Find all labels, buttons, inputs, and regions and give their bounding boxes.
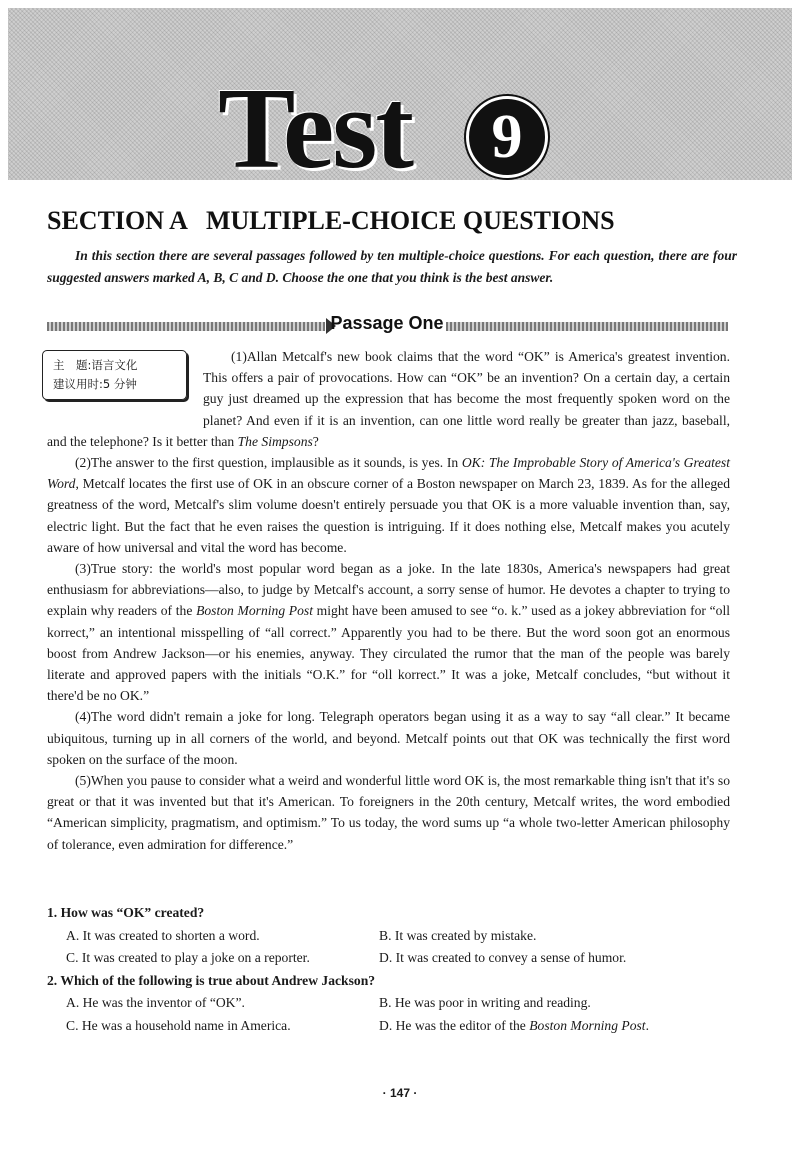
option-a: A. It was created to shorten a word. [66,927,260,943]
time-label: 建议用时: [53,377,103,391]
test-number-badge: 9 [466,96,548,178]
test-title: Test [218,65,412,193]
page-number: · 147 · [382,1086,418,1100]
question-list [47,902,737,1037]
time-value: 5 分钟 [102,377,137,391]
question-2 [47,970,737,1038]
section-title: SECTION A MULTIPLE-CHOICE QUESTIONS [47,206,615,235]
option-b: B. It was created by mistake. [379,927,537,943]
paragraph-5: (5)When you pause to consider what a weird and wonderful little word OK is, the most remarkable thing isn't that it's so great or that it was invented but that it's American. To foreigners in the 20th century, Metcalf writes, the word embodied “American simplicity, pragmatism, and optimism.” To us today, the word sums up “a whole two-letter American philosophy of tolerance, even admiration for difference.” [47,773,730,852]
paragraph-2: (2)The answer to the first question, implausible as it sounds, is yes. In OK: The Improbable Story of America's Greatest Word, Metcalf locates the first use of OK in an obscure corner of a Boston newspaper on March 23, 1839. As for the alleged greatness of the word, Metcalf's slim volume doesn't entirely persuade you that OK is a more valuable invention than, say, electric light. But the fact that he even raises the question is intriguing. If it does nothing else, Metcalf makes you acutely aware of how universal and vital the word has become. [47,455,730,555]
option-d: D. He was the editor of the Boston Morning Post. [379,1017,649,1033]
topic-value: 语言文化 [91,358,138,372]
passage-body [47,346,730,855]
passage-divider-left [47,322,325,331]
paragraph-1: (1)Allan Metcalf's new book claims that the word “OK” is America's greatest invention. This offers a pair of provocations. How can “OK” be an invention? On a certain day, a certain guy just dreamed up the expression that has become the most frequently spoken word on the planet? And even if it is an invention, can one little word really be greater than jazz, baseball, and the telephone? Is it better than The Simpsons? [47,349,730,449]
option-d: D. It was created to convey a sense of humor. [379,950,627,965]
option-a: A. He was the inventor of “OK”. [66,995,245,1010]
question-stem: 1. How was “OK” created? [47,905,205,920]
option-c: C. It was created to play a joke on a reporter. [66,950,310,965]
question-stem: 2. Which of the following is true about Andrew Jackson? [47,972,376,988]
paragraph-3: (3)True story: the world's most popular word began as a joke. In the late 1830s, America's newspapers had great enthusiasm for abbreviations—also, to judge by Metcalf's account, a sorry sense of humor. He devotes a chapter to trying to explain why readers of the Boston Morning Post might have been amused to see “o. k.” used as a jokey abbreviation for “oll korrect,” an intentional misspelling of “all correct.” Apparently you had to be there. But the word soon got an enormous boost from Andrew Jackson—or his enemies, anyway. They circulated the rumor that the man of the people was barely literate and approved papers with the initials “O.K.” for “oll korrect.” It was a joke, Metcalf concludes, “but without it there'd be no OK.” [47,561,731,704]
passage-title: Passage One [330,313,444,333]
question-1 [47,902,737,970]
topic-label: 主 题: [53,358,92,372]
answer-options [47,992,737,1037]
passage-divider-right [446,322,728,331]
paragraph-4: (4)The word didn't remain a joke for long. Telegraph operators began using it as a way to say “all clear.” It became ubiquitous, turning up in all corners of the world, and beyond. Metcalf points out that OK was technically the first word spoken on the surface of the moon. [47,709,730,767]
answer-options [47,925,737,970]
option-b: B. He was poor in writing and reading. [379,995,591,1010]
section-instructions: In this section there are several passages followed by ten multiple-choice questions. For each question, there are four suggested answers marked A, B, C and D. Choose the one that you think is the best answer. [47,248,737,285]
option-c: C. He was a household name in America. [66,1017,291,1033]
